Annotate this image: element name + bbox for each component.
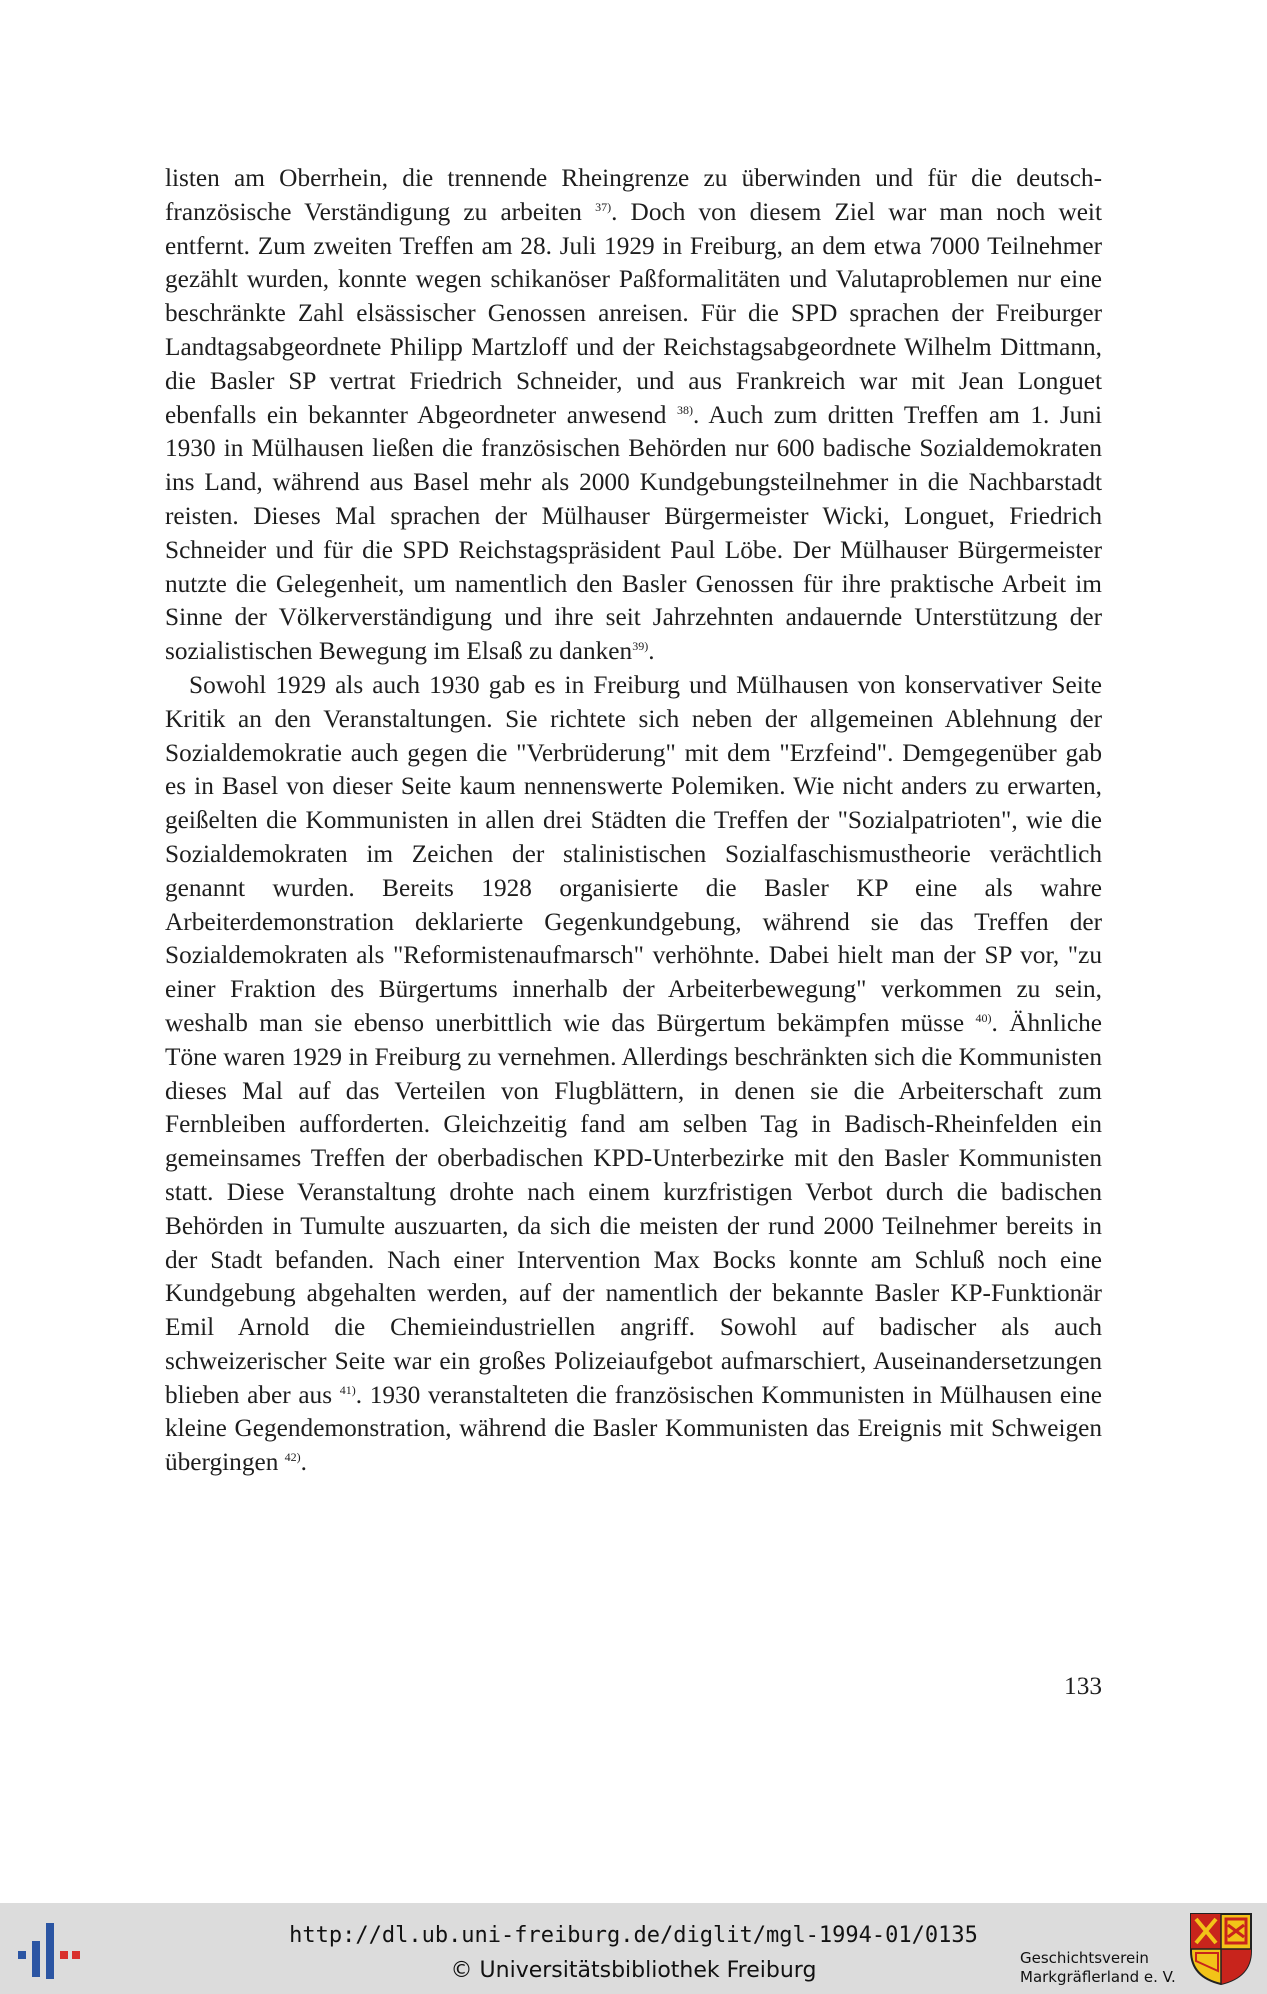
society-name: [1020, 1949, 1176, 1987]
footnote-marker: 38): [676, 402, 693, 417]
footnote-marker: 37): [595, 199, 612, 214]
footer-bar: [0, 1903, 1267, 1994]
footer-copyright: © Universitätsbibliothek Freiburg: [450, 1958, 817, 1983]
paragraph-1: [165, 162, 1102, 669]
footnote-marker: 41): [339, 1382, 356, 1397]
text-run: . Doch von diesem Ziel war man noch weit entfernt. Zum zweiten Treffen am 28. Juli 1929 in Freiburg, an dem etwa 7000 Teilnehmer gezählt wurden, konnte wegen schikanöser Paßformalitäten und Valutaproblemen nur eine beschränkte Zahl elsässischer Genossen anreisen. Für die SPD sprachen der Freiburger Landtagsabgeordnete Philipp Martzloff und der Reichstagsabgeordnete Wilhelm Dittmann, die Basler SP vertrat Friedrich Schneider, und aus Frankreich war mit Jean Longuet ebenfalls ein bekannter Abgeordneter anwesend: [165, 197, 1102, 429]
footnote-marker: 39): [632, 639, 649, 654]
text-run: . 1930 veranstalteten die französischen Kommunisten in Mülhausen eine kleine Gegendemonstration, während die Basler Kommunisten das Ereignis mit Schweigen übergingen: [165, 1380, 1102, 1477]
body-text: [165, 162, 1102, 1480]
society-line-2: Markgräflerland e. V.: [1020, 1968, 1176, 1986]
footnote-marker: 40): [975, 1010, 992, 1025]
text-run: listen am Oberrhein, die trennende Rheingrenze zu überwinden und für die deutsch-französische Verständigung zu arbeiten: [165, 164, 1102, 226]
text-run: . Ähnliche Töne waren 1929 in Freiburg zu vernehmen. Allerdings beschränkten sich die Kommunisten dieses Mal auf das Verteilen von Flugblättern, in denen sie die Arbeiterschaft zum Fernbleiben aufforderten. Gleichzeitig fand am selben Tag in Badisch-Rheinfelden ein gemeinsames Treffen der oberbadischen KPD-Unterbezirke mit den Basler Kommunisten statt. Diese Veranstaltung drohte nach einem kurzfristigen Verbot durch die badischen Behörden in Tumulte auszuarten, da sich die meisten der rund 2000 Teilnehmer bereits in der Stadt befanden. Nach einer Intervention Max Bocks konnte am Schluß noch eine Kundgebung abgehalten werden, auf der namentlich der bekannte Basler KP-Funktionär Emil Arnold die Chemieindustriellen angriff. Sowohl auf badischer als auch schweizerischer Seite war ein großes Polizeiaufgebot aufmarschiert, Auseinandersetzungen blieben aber aus: [165, 1008, 1102, 1409]
footer-url[interactable]: http://dl.ub.uni-freiburg.de/diglit/mgl-1994-01/0135: [289, 1923, 978, 1948]
coat-of-arms-icon: [1188, 1911, 1254, 1987]
text-run: .: [648, 637, 655, 666]
society-line-1: Geschichtsverein: [1020, 1949, 1149, 1967]
footnote-marker: 42): [284, 1450, 301, 1465]
text-run: . Auch zum dritten Treffen am 1. Juni 1930 in Mülhausen ließen die französischen Behörden nur 600 badische Sozialdemokraten ins Land, während aus Basel mehr als 2000 Kundgebungsteilnehmer in die Nachbarstadt reisten. Dieses Mal sprachen der Mülhauser Bürgermeister Wicki, Longuet, Friedrich Schneider und für die SPD Reichstagspräsident Paul Löbe. Der Mülhauser Bürgermeister nutzte die Gelegenheit, um namentlich den Basler Genossen für ihre praktische Arbeit im Sinne der Völkerverständigung und ihre seit Jahrzehnten andauernde Unterstützung der sozialistischen Bewegung im Elsaß zu danken: [165, 400, 1102, 666]
text-run: .: [300, 1448, 307, 1477]
page-number: 133: [1064, 1672, 1102, 1700]
paragraph-2: [165, 669, 1102, 1480]
text-run: Sowohl 1929 als auch 1930 gab es in Freiburg und Mülhausen von konservativer Seite Kritik an den Veranstaltungen. Sie richtete sich neben der allgemeinen Ablehnung der Sozialdemokratie auch gegen die "Verbrüderung" mit dem "Erzfeind". Demgegenüber gab es in Basel von dieser Seite kaum nennenswerte Polemiken. Wie nicht anders zu erwarten, geißelten die Kommunisten in allen drei Städten die Treffen der "Sozialpatrioten", wie die Sozialdemokraten im Zeichen der stalinistischen Sozialfaschismustheorie verächtlich genannt wurden. Bereits 1928 organisierte die Basler KP eine als wahre Arbeiterdemonstration deklarierte Gegenkundgebung, während sie das Treffen der Sozialdemokraten als "Reformistenaufmarsch" verhöhnte. Dabei hielt man der SP vor, "zu einer Fraktion des Bürgertums innerhalb der Arbeiterbewegung" verkommen zu sein, weshalb man sie ebenso unerbittlich wie das Bürgertum bekämpfen müsse: [165, 670, 1102, 1037]
